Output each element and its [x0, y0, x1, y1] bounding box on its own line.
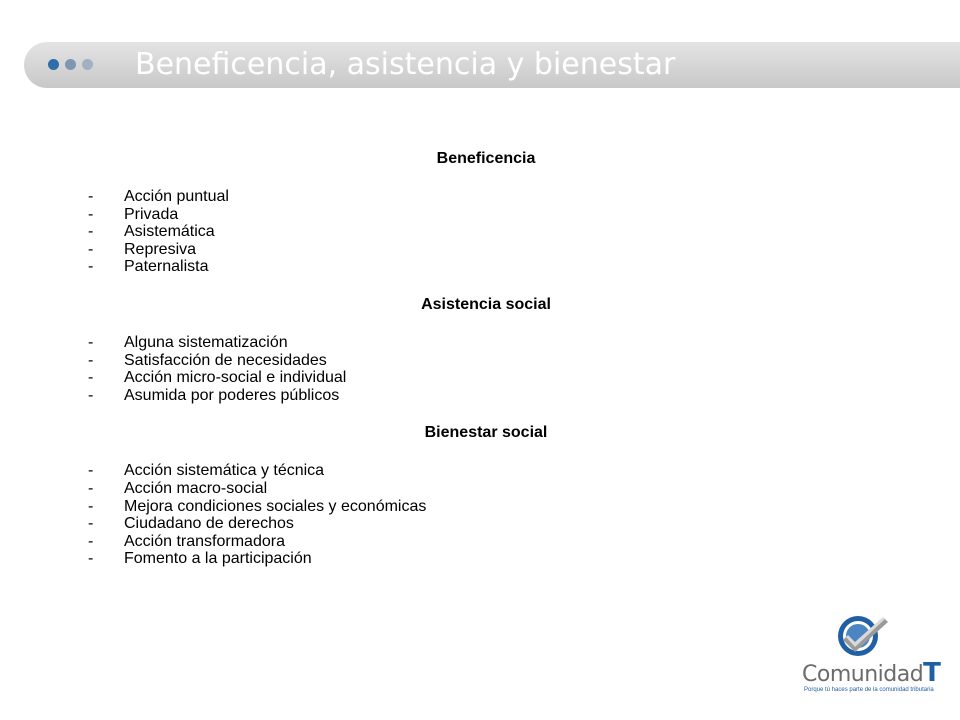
- dot-icon: [48, 59, 59, 70]
- checkmark-badge-icon: [834, 612, 894, 662]
- list-item: - Acción sistemática y técnica: [86, 462, 886, 480]
- list-item: - Acción puntual: [86, 188, 886, 206]
- list-item: - Asistemática: [86, 223, 886, 241]
- dot-icon: [82, 59, 93, 70]
- list-item: - Acción micro-social e individual: [86, 369, 886, 387]
- dot-icon: [65, 59, 76, 70]
- list-item: - Asumida por poderes públicos: [86, 387, 886, 405]
- list-item: - Ciudadano de derechos: [86, 515, 886, 533]
- logo-name-main: Comunidad: [802, 662, 924, 687]
- list-item: - Satisfacción de necesidades: [86, 352, 886, 370]
- section-heading-asistencia: Asistencia social: [421, 295, 551, 313]
- list-item: - Alguna sistematización: [86, 334, 886, 352]
- slide-title: Beneficencia, asistencia y bienestar: [135, 47, 676, 82]
- list-item: - Mejora condiciones sociales y económicas: [86, 498, 886, 516]
- logo-wordmark: [802, 658, 940, 688]
- beneficencia-list: [86, 188, 886, 276]
- bienestar-list: [86, 462, 886, 568]
- list-item: - Paternalista: [86, 258, 886, 276]
- slide-content: [86, 150, 886, 588]
- comunidad-t-logo: [800, 612, 940, 698]
- list-item: - Privada: [86, 206, 886, 224]
- list-item: - Represiva: [86, 241, 886, 259]
- list-item: - Fomento a la participación: [86, 550, 886, 568]
- section-heading-beneficencia: Beneficencia: [436, 150, 536, 167]
- asistencia-list: [86, 334, 886, 404]
- logo-tagline: Porque tú haces parte de la comunidad tributaria: [804, 687, 934, 693]
- section-heading-bienestar: Bienestar social: [424, 424, 548, 442]
- title-dots: [48, 59, 93, 70]
- list-item: - Acción transformadora: [86, 533, 886, 551]
- logo-name-accent: T: [923, 658, 941, 688]
- list-item: - Acción macro-social: [86, 480, 886, 498]
